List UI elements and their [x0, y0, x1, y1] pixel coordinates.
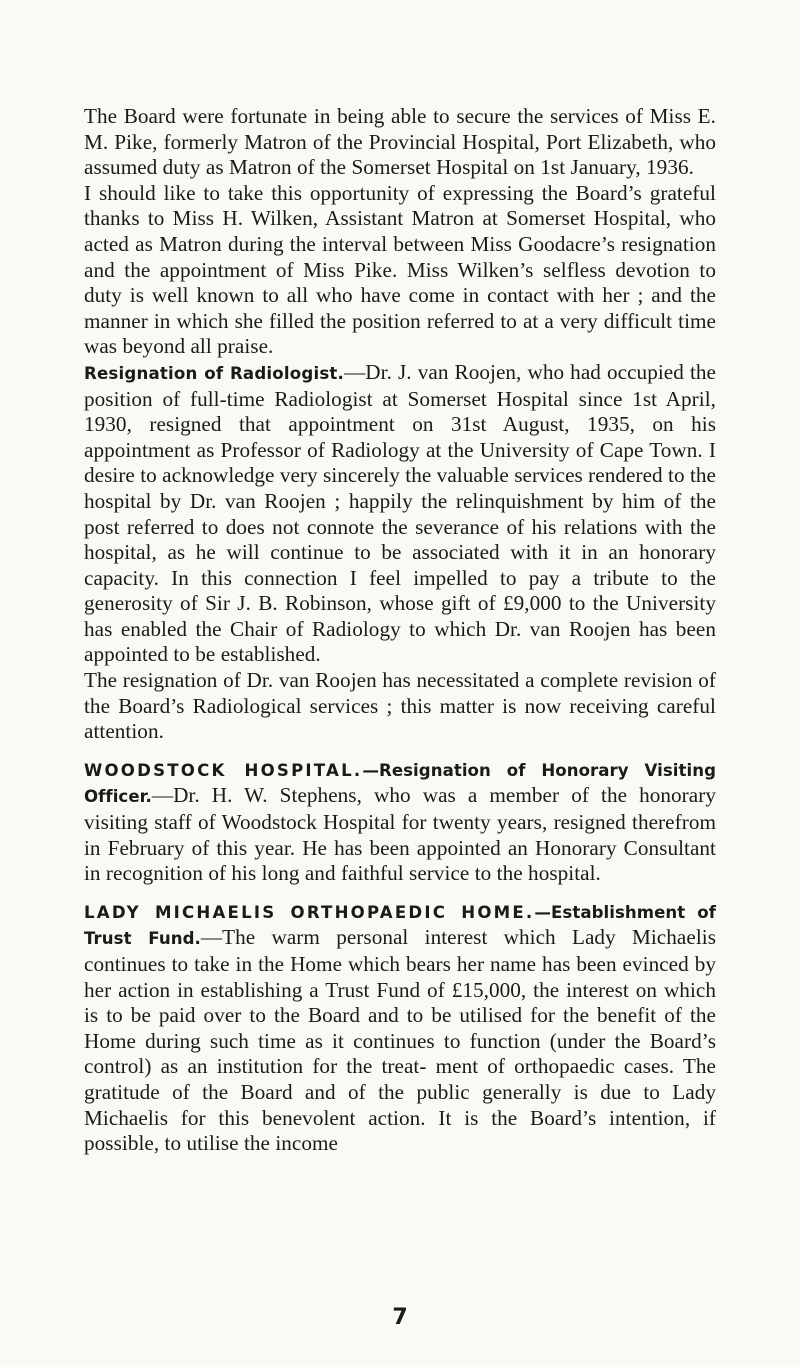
paragraph-thanks-wilken: I should like to take this opportunity of expressing the Board’s grateful thanks to Miss H. Wilken, Assistant Matron at Somerset Hospital, who acted as Matron during the interval between Miss Goodacre’s resignation and the appointment of Miss Pike. Miss Wilken’s selfless devotion to duty is well known to all who have come in contact with her ; and the manner in which she filled the position referred to at a very difficult time was beyond all praise.	[84, 180, 716, 359]
paragraph-body-lady-michaelis: —The warm personal interest which Lady Michaelis continues to take in the Home which bears her name has been evinced by her action in establishing a Trust Fund of £15,000, the interest on which is to be paid over to the Board and to be utilised for the benefit of the Home during such time as it continues to function (under the Board’s control) as an institution for the treat- ment of orthopaedic cases. The gratitude of the Board and of the public generally is due to Lady Michaelis for this benevolent action. It is the Board’s intention, if possible, to utilise the income	[84, 925, 716, 1156]
paragraph-body-woodstock: —Dr. H. W. Stephens, who was a member of the honorary visiting staff of Woodstock Hospital for twenty years, resigned therefrom in February of this year. He has been appointed an Honorary Consultant in recognition of his long and faithful service to the hospital.	[84, 783, 716, 886]
paragraph-lady-michaelis	[84, 899, 716, 1157]
section-heading-lady-michaelis: LADY MICHAELIS ORTHOPAEDIC HOME.	[84, 902, 535, 922]
section-heading-resignation-radiologist: Resignation of Radiologist.	[84, 363, 345, 383]
paragraph-radiological-revision: The resignation of Dr. van Roojen has necessitated a complete revision of the Board’s Radiological services ; this matter is now receiving careful attention.	[84, 668, 716, 744]
paragraph-matron-appointment: The Board were fortunate in being able to secure the services of Miss E. M. Pike, formerly Matron of the Provincial Hospital, Port Elizabeth, who assumed duty as Matron of the Somerset Hospital on 1st January, 1936.	[84, 104, 716, 180]
section-subheading-trust-fund: —Establishment of Trust Fund.	[84, 902, 716, 949]
paragraph-woodstock-hospital	[84, 757, 716, 887]
paragraph-body-radiologist: —Dr. J. van Roojen, who had occupied the position of full-time Radiologist at Somerset Hospital since 1st April, 1930, resigned that appointment on 31st August, 1935, on his appointment as Professor of Radiology at the University of Cape Town. I desire to acknowledge very sincerely the valuable services rendered to the hospital by Dr. van Roojen ; happily the relinquishment by him of the post referred to does not connote the severance of his relations with the hospital, as he will continue to be associated with it in an honorary capacity. In this connection I feel impelled to pay a tribute to the generosity of Sir J. B. Robinson, whose gift of £9,000 to the University has enabled the Chair of Radiology to which Dr. van Roojen has been appointed to be established.	[84, 359, 716, 667]
page-number: 7	[392, 1305, 408, 1330]
section-subheading-honorary-officer: —Resignation of Honorary Visiting Officer.	[84, 760, 716, 807]
section-heading-woodstock-hospital: WOODSTOCK HOSPITAL.	[84, 760, 363, 780]
paragraph-resignation-radiologist	[84, 360, 716, 668]
